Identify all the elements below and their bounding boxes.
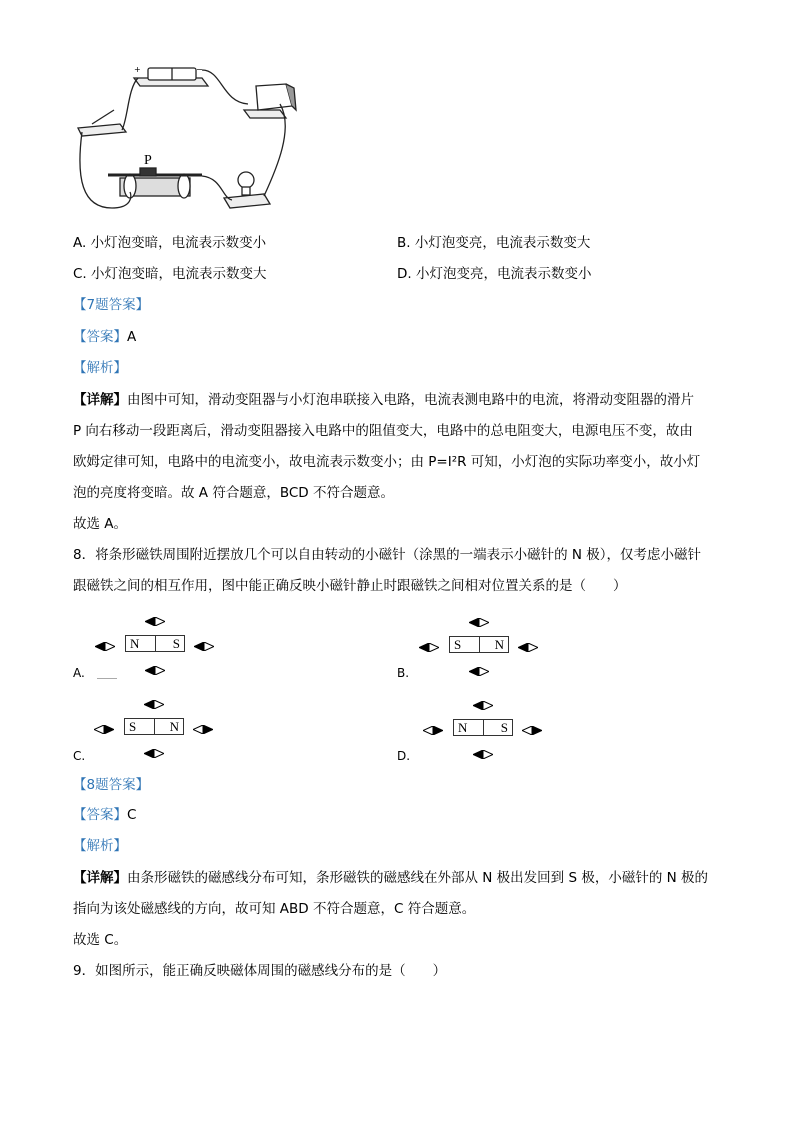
q8-option-d-label: D. <box>397 749 411 763</box>
q8-question-line-2: 跟磁铁之间的相互作用，图中能正确反映小磁针静止时跟磁铁之间相对位置关系的是（ ） <box>73 578 627 594</box>
compass-needle-icon <box>194 639 214 648</box>
magnet-left-pole: N <box>458 720 468 735</box>
compass-needle-icon <box>144 746 164 755</box>
q8-answer-header: 【8题答案】 <box>73 777 150 793</box>
bar-magnet <box>125 635 185 652</box>
compass-needle-icon <box>94 722 114 731</box>
magnet-left-pole: S <box>454 637 462 652</box>
q8-conclusion: 故选 C。 <box>73 932 128 948</box>
magnet-right-pole: S <box>500 720 508 735</box>
compass-needle-icon <box>469 664 489 673</box>
compass-needle-icon <box>518 640 538 649</box>
q8-answer: 【答案】C <box>73 807 137 823</box>
compass-needle-icon <box>423 723 443 732</box>
compass-needle-icon <box>95 639 115 648</box>
magnet-right-pole: S <box>172 636 180 651</box>
q8-option-b-label: B. <box>397 666 410 680</box>
q7-detail-line-1: 【详解】由图中可知，滑动变阻器与小灯泡串联接入电路，电流表测电路中的电流，将滑动变阻器的滑片 <box>73 392 694 408</box>
magnet-right-pole: N <box>494 637 504 652</box>
q8-question-line-1: 8．将条形磁铁周围附近摆放几个可以自由转动的小磁针（涂黑的一端表示小磁针的 N 极），仅考虑小磁针 <box>73 547 702 563</box>
q7-detail-line-2: P 向右移动一段距离后，滑动变阻器接入电路中的阻值变大，电路中的总电阻变大，电源电压不变，故由 <box>73 423 693 439</box>
q7-option-d: D. 小灯泡变亮，电流表示数变小 <box>397 266 592 282</box>
q7-answer-header: 【7题答案】 <box>73 297 150 313</box>
battery-plus-label: + <box>134 65 141 74</box>
q7-detail-line-3: 欧姆定律可知，电路中的电流变小，故电流表示数变小；由 P=I²R 可知，小灯泡的实际功率变小，故小灯 <box>73 454 701 470</box>
compass-needle-icon <box>193 722 213 731</box>
compass-needle-icon <box>473 698 493 707</box>
q8-detail-line-1: 【详解】由条形磁铁的磁感线分布可知，条形磁铁的磁感线在外部从 N 极出发回到 S 极，小磁针的 N 极的 <box>73 870 709 886</box>
compass-needle-icon <box>145 663 165 672</box>
bar-magnet <box>449 636 509 653</box>
q7-answer: 【答案】A <box>73 329 137 345</box>
compass-needle-icon <box>144 697 164 706</box>
slider-label: P <box>144 153 152 168</box>
compass-needle-icon <box>419 640 439 649</box>
circuit-figure <box>72 58 308 224</box>
q7-conclusion: 故选 A。 <box>73 516 128 532</box>
magnet-left-pole: S <box>129 719 137 734</box>
q8-analysis-tag: 【解析】 <box>73 838 127 854</box>
q7-analysis-tag: 【解析】 <box>73 360 127 376</box>
q8-option-c-label: C. <box>73 749 86 763</box>
q8-detail-line-2: 指向为该处磁感线的方向，故可知 ABD 不符合题意，C 符合题意。 <box>73 901 476 917</box>
q7-option-c: C. 小灯泡变暗，电流表示数变大 <box>73 266 267 282</box>
compass-needle-icon <box>522 723 542 732</box>
q7-detail-line-4: 泡的亮度将变暗。故 A 符合题意，BCD 不符合题意。 <box>73 485 394 501</box>
q8-option-a-label: A. <box>73 666 85 680</box>
magnet-left-pole: N <box>130 636 140 651</box>
battery-minus-label: − <box>196 65 203 74</box>
blank-line <box>97 678 117 679</box>
bar-magnet <box>124 718 184 735</box>
compass-needle-icon <box>473 747 493 756</box>
q7-option-b: B. 小灯泡变亮，电流表示数变大 <box>397 235 591 251</box>
bar-magnet <box>453 719 513 736</box>
q7-option-a: A. 小灯泡变暗，电流表示数变小 <box>73 235 267 251</box>
compass-needle-icon <box>145 614 165 623</box>
compass-needle-icon <box>469 615 489 624</box>
q9-question: 9．如图所示，能正确反映磁体周围的磁感线分布的是（ ） <box>73 963 447 979</box>
magnet-right-pole: N <box>169 719 179 734</box>
